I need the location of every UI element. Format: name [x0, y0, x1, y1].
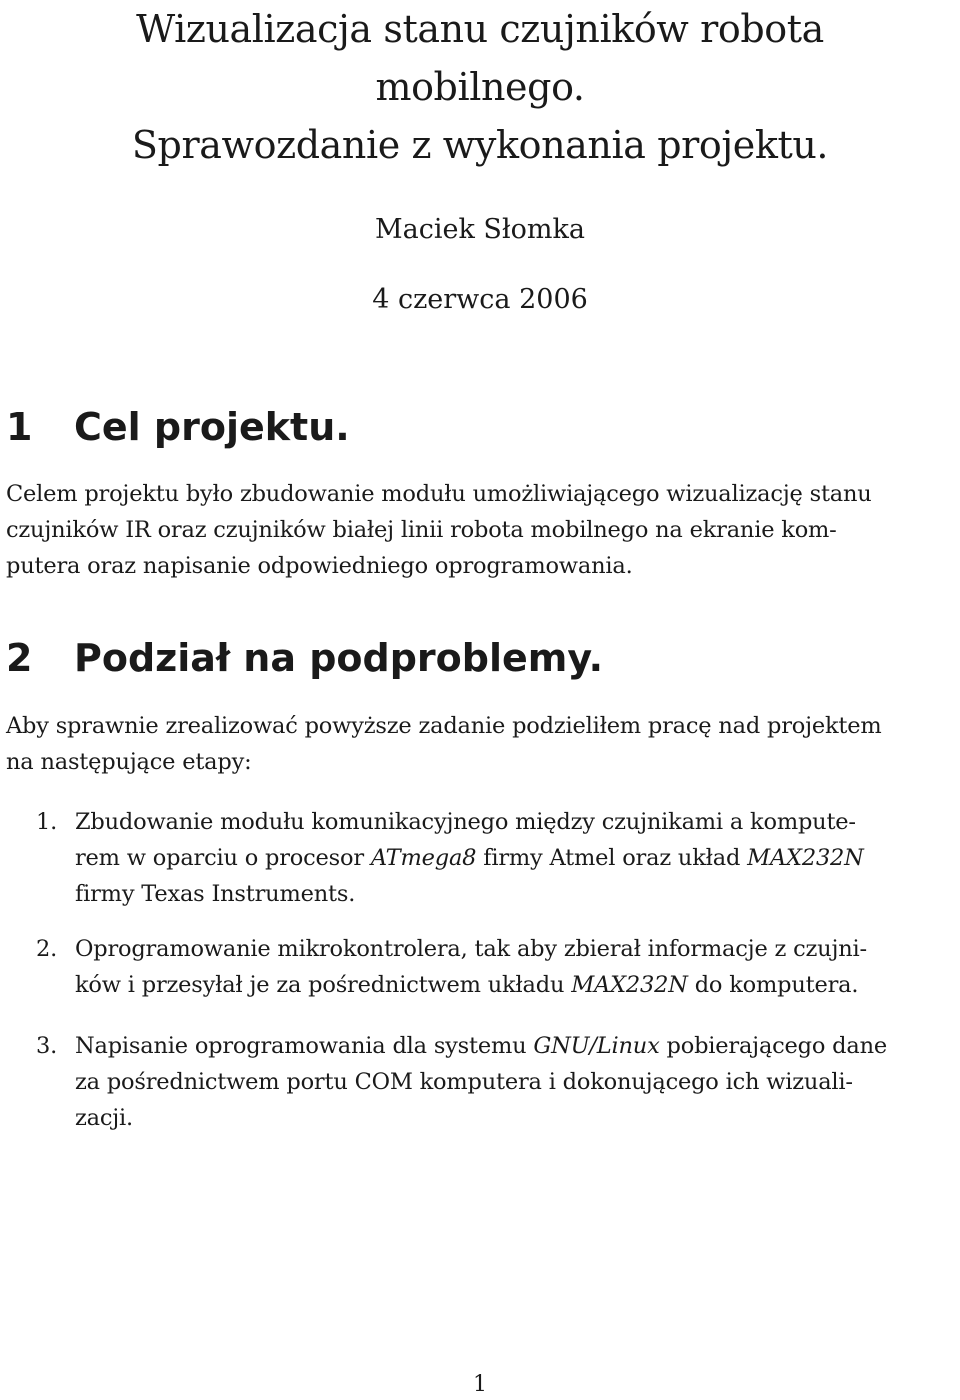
- list-item-text: pobierającego dane: [659, 1033, 887, 1059]
- section-1-paragraph: [6, 476, 956, 584]
- title-line-3: Sprawozdanie z wykonania projektu.: [131, 123, 829, 167]
- paragraph-line: Celem projektu było zbudowanie modułu umożliwiającego wizualizację stanu: [6, 481, 872, 507]
- section-1-heading: [6, 403, 350, 451]
- system-name: GNU/Linux: [533, 1033, 660, 1059]
- list-item-line: [75, 1028, 960, 1064]
- chip-name: ATmega8: [370, 845, 477, 871]
- list-item-line: firmy Texas Instruments.: [75, 881, 356, 907]
- paragraph-line: czujników IR oraz czujników białej linii robota mobilnego na ekranie kom-: [6, 517, 837, 543]
- list-item-text: rem w oparciu o procesor: [75, 845, 371, 871]
- chip-name: MAX232N: [571, 972, 688, 998]
- paragraph-line: Aby sprawnie zrealizować powyższe zadanie podzieliłem pracę nad projektem: [6, 713, 882, 739]
- title-line-1: Wizualizacja stanu czujników robota: [136, 7, 824, 51]
- list-item-text: firmy Atmel oraz układ: [476, 845, 748, 871]
- list-item-text: do komputera.: [687, 972, 859, 998]
- document-title: [0, 0, 960, 174]
- list-item-line: Oprogramowanie mikrokontrolera, tak aby zbierał informacje z czujni-: [75, 936, 867, 962]
- section-2-number: 2: [6, 636, 33, 680]
- list-item-line: zacji.: [75, 1105, 133, 1131]
- list-item-line: Zbudowanie modułu komunikacyjnego między czujnikami a kompute-: [75, 809, 856, 835]
- document-date: 4 czerwca 2006: [372, 284, 588, 315]
- list-item-text: ków i przesyłał je za pośrednictwem układu: [75, 972, 572, 998]
- list-item-marker: 1.: [36, 809, 58, 835]
- paragraph-line: putera oraz napisanie odpowiedniego oprogramowania.: [6, 553, 633, 579]
- list-item-marker: 3.: [36, 1033, 58, 1059]
- list-item-line: za pośrednictwem portu COM komputera i dokonującego ich wizuali-: [75, 1069, 853, 1095]
- section-1-number: 1: [6, 405, 33, 449]
- list-item-marker: 2.: [36, 936, 58, 962]
- list-item-text: Napisanie oprogramowania dla systemu: [75, 1033, 534, 1059]
- list-item-line: [75, 840, 960, 876]
- section-2-paragraph: [6, 708, 956, 780]
- section-1-title: Cel projektu.: [74, 405, 350, 449]
- paragraph-line: na następujące etapy:: [6, 749, 252, 775]
- section-2-title: Podział na podproblemy.: [74, 636, 604, 680]
- author-name: Maciek Słomka: [375, 214, 585, 245]
- page-number: 1: [473, 1372, 487, 1397]
- chip-name: MAX232N: [747, 845, 864, 871]
- list-item-line: [75, 967, 960, 1003]
- section-2-heading: [6, 634, 603, 682]
- title-line-2: mobilnego.: [375, 65, 585, 109]
